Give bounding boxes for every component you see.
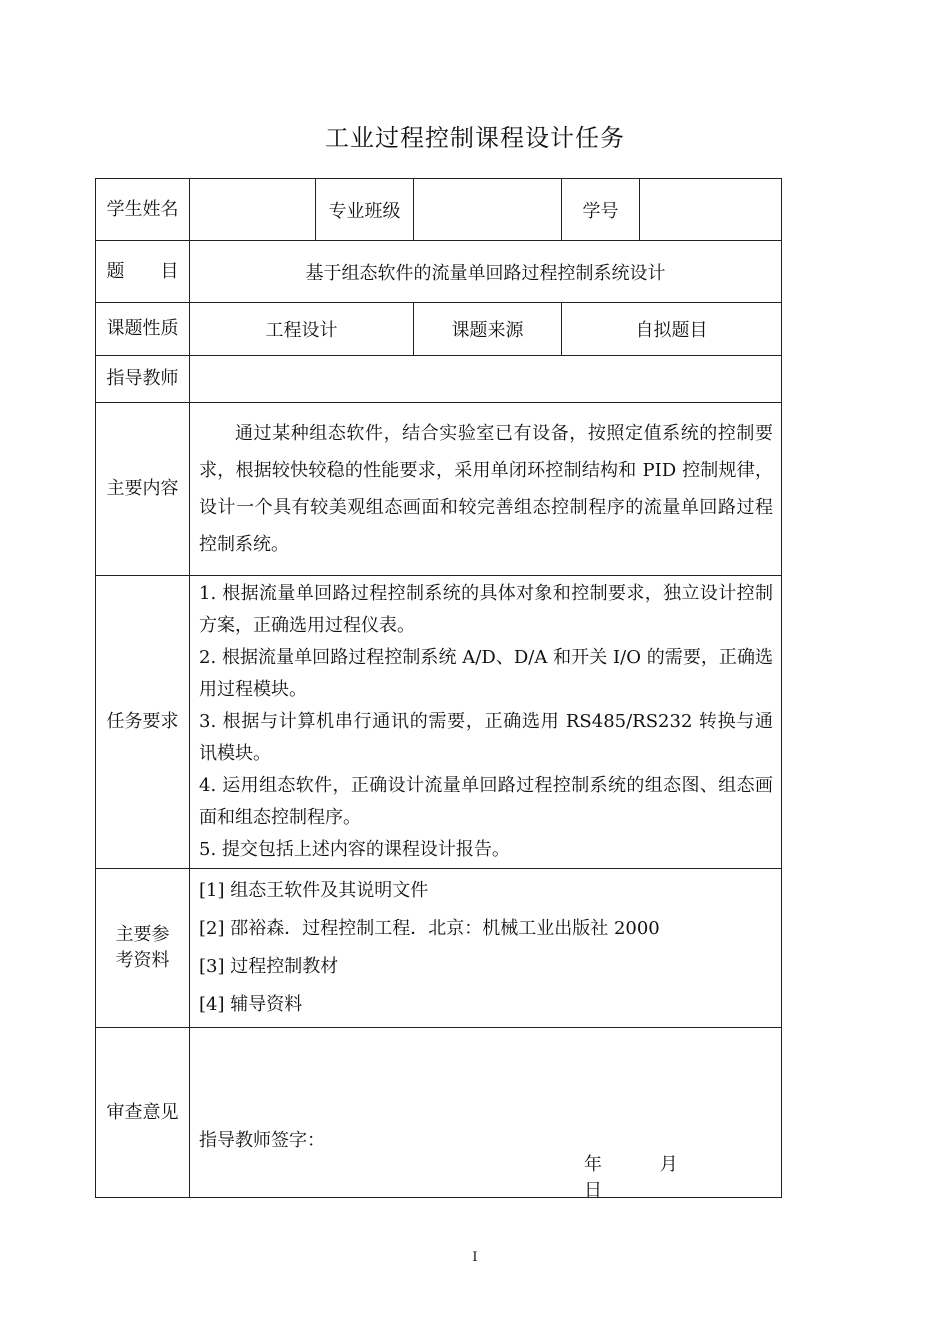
page-number: I <box>472 1250 478 1265</box>
reference-item: [4] 辅导资料 <box>199 994 303 1015</box>
references-label <box>96 869 190 1028</box>
reference-item: [3] 过程控制教材 <box>199 956 339 977</box>
row-main-content <box>96 403 782 576</box>
references-label-line1: 主要参 <box>115 924 170 945</box>
row-advisor <box>96 356 782 403</box>
task-form-table <box>95 178 782 1201</box>
student-name-label: 学生姓名 <box>96 179 190 241</box>
row-nature-source <box>96 303 782 356</box>
student-name-value[interactable] <box>190 179 316 241</box>
review-area[interactable] <box>190 1028 782 1201</box>
class-label: 专业班级 <box>316 179 414 241</box>
class-value[interactable] <box>414 179 562 241</box>
nature-value: 工程设计 <box>190 303 414 356</box>
reference-item: [2] 邵裕森．过程控制工程．北京：机械工业出版社 2000 <box>199 918 660 939</box>
reference-item: [1] 组态王软件及其说明文件 <box>199 880 429 901</box>
student-id-value[interactable] <box>640 179 782 241</box>
date-year: 年 <box>584 1154 602 1175</box>
source-value: 自拟题目 <box>562 303 782 356</box>
nature-label: 课题性质 <box>96 303 190 356</box>
signature-label: 指导教师签字： <box>199 1130 325 1151</box>
content-label: 主要内容 <box>96 403 190 576</box>
requirement-item: 5. 提交包括上述内容的课程设计报告。 <box>199 839 510 860</box>
row-references <box>96 869 782 1028</box>
review-label: 审查意见 <box>96 1028 190 1198</box>
source-label: 课题来源 <box>414 303 562 356</box>
student-id-label: 学号 <box>562 179 640 241</box>
date-day: 日 <box>584 1180 602 1201</box>
content-text: 通过某种组态软件，结合实验室已有设备，按照定值系统的控制要求，根据较快较稳的性能要求，采用单闭环控制结构和 PID 控制规律，设计一个具有较美观组态画面和较完善组态控制程序的流量单回路过程控制系统。 <box>190 403 782 576</box>
row-requirements <box>96 576 782 869</box>
references-label-line2: 考资料 <box>115 950 170 971</box>
advisor-label: 指导教师 <box>96 356 190 403</box>
requirements-list <box>190 576 782 869</box>
requirements-label: 任务要求 <box>96 576 190 869</box>
references-list <box>190 869 782 1028</box>
row-student-info <box>96 179 782 241</box>
date-month: 月 <box>659 1154 678 1175</box>
row-review <box>96 1028 782 1198</box>
topic-value: 基于组态软件的流量单回路过程控制系统设计 <box>190 241 782 303</box>
topic-label: 题 目 <box>96 241 190 303</box>
requirement-item: 1. 根据流量单回路过程控制系统的具体对象和控制要求，独立设计控制方案，正确选用过程仪表。 <box>199 583 773 636</box>
requirement-item: 4. 运用组态软件，正确设计流量单回路过程控制系统的组态图、组态画面和组态控制程序。 <box>199 775 773 828</box>
requirement-item: 3. 根据与计算机串行通讯的需要，正确选用 RS485/RS232 转换与通讯模块。 <box>199 711 773 764</box>
document-title: 工业过程控制课程设计任务 <box>325 124 625 152</box>
requirement-item: 2. 根据流量单回路过程控制系统 A/D、D/A 和开关 I/O 的需要，正确选用过程模块。 <box>199 647 773 700</box>
row-topic <box>96 241 782 303</box>
advisor-value[interactable] <box>190 356 782 403</box>
review-date <box>584 1150 781 1202</box>
